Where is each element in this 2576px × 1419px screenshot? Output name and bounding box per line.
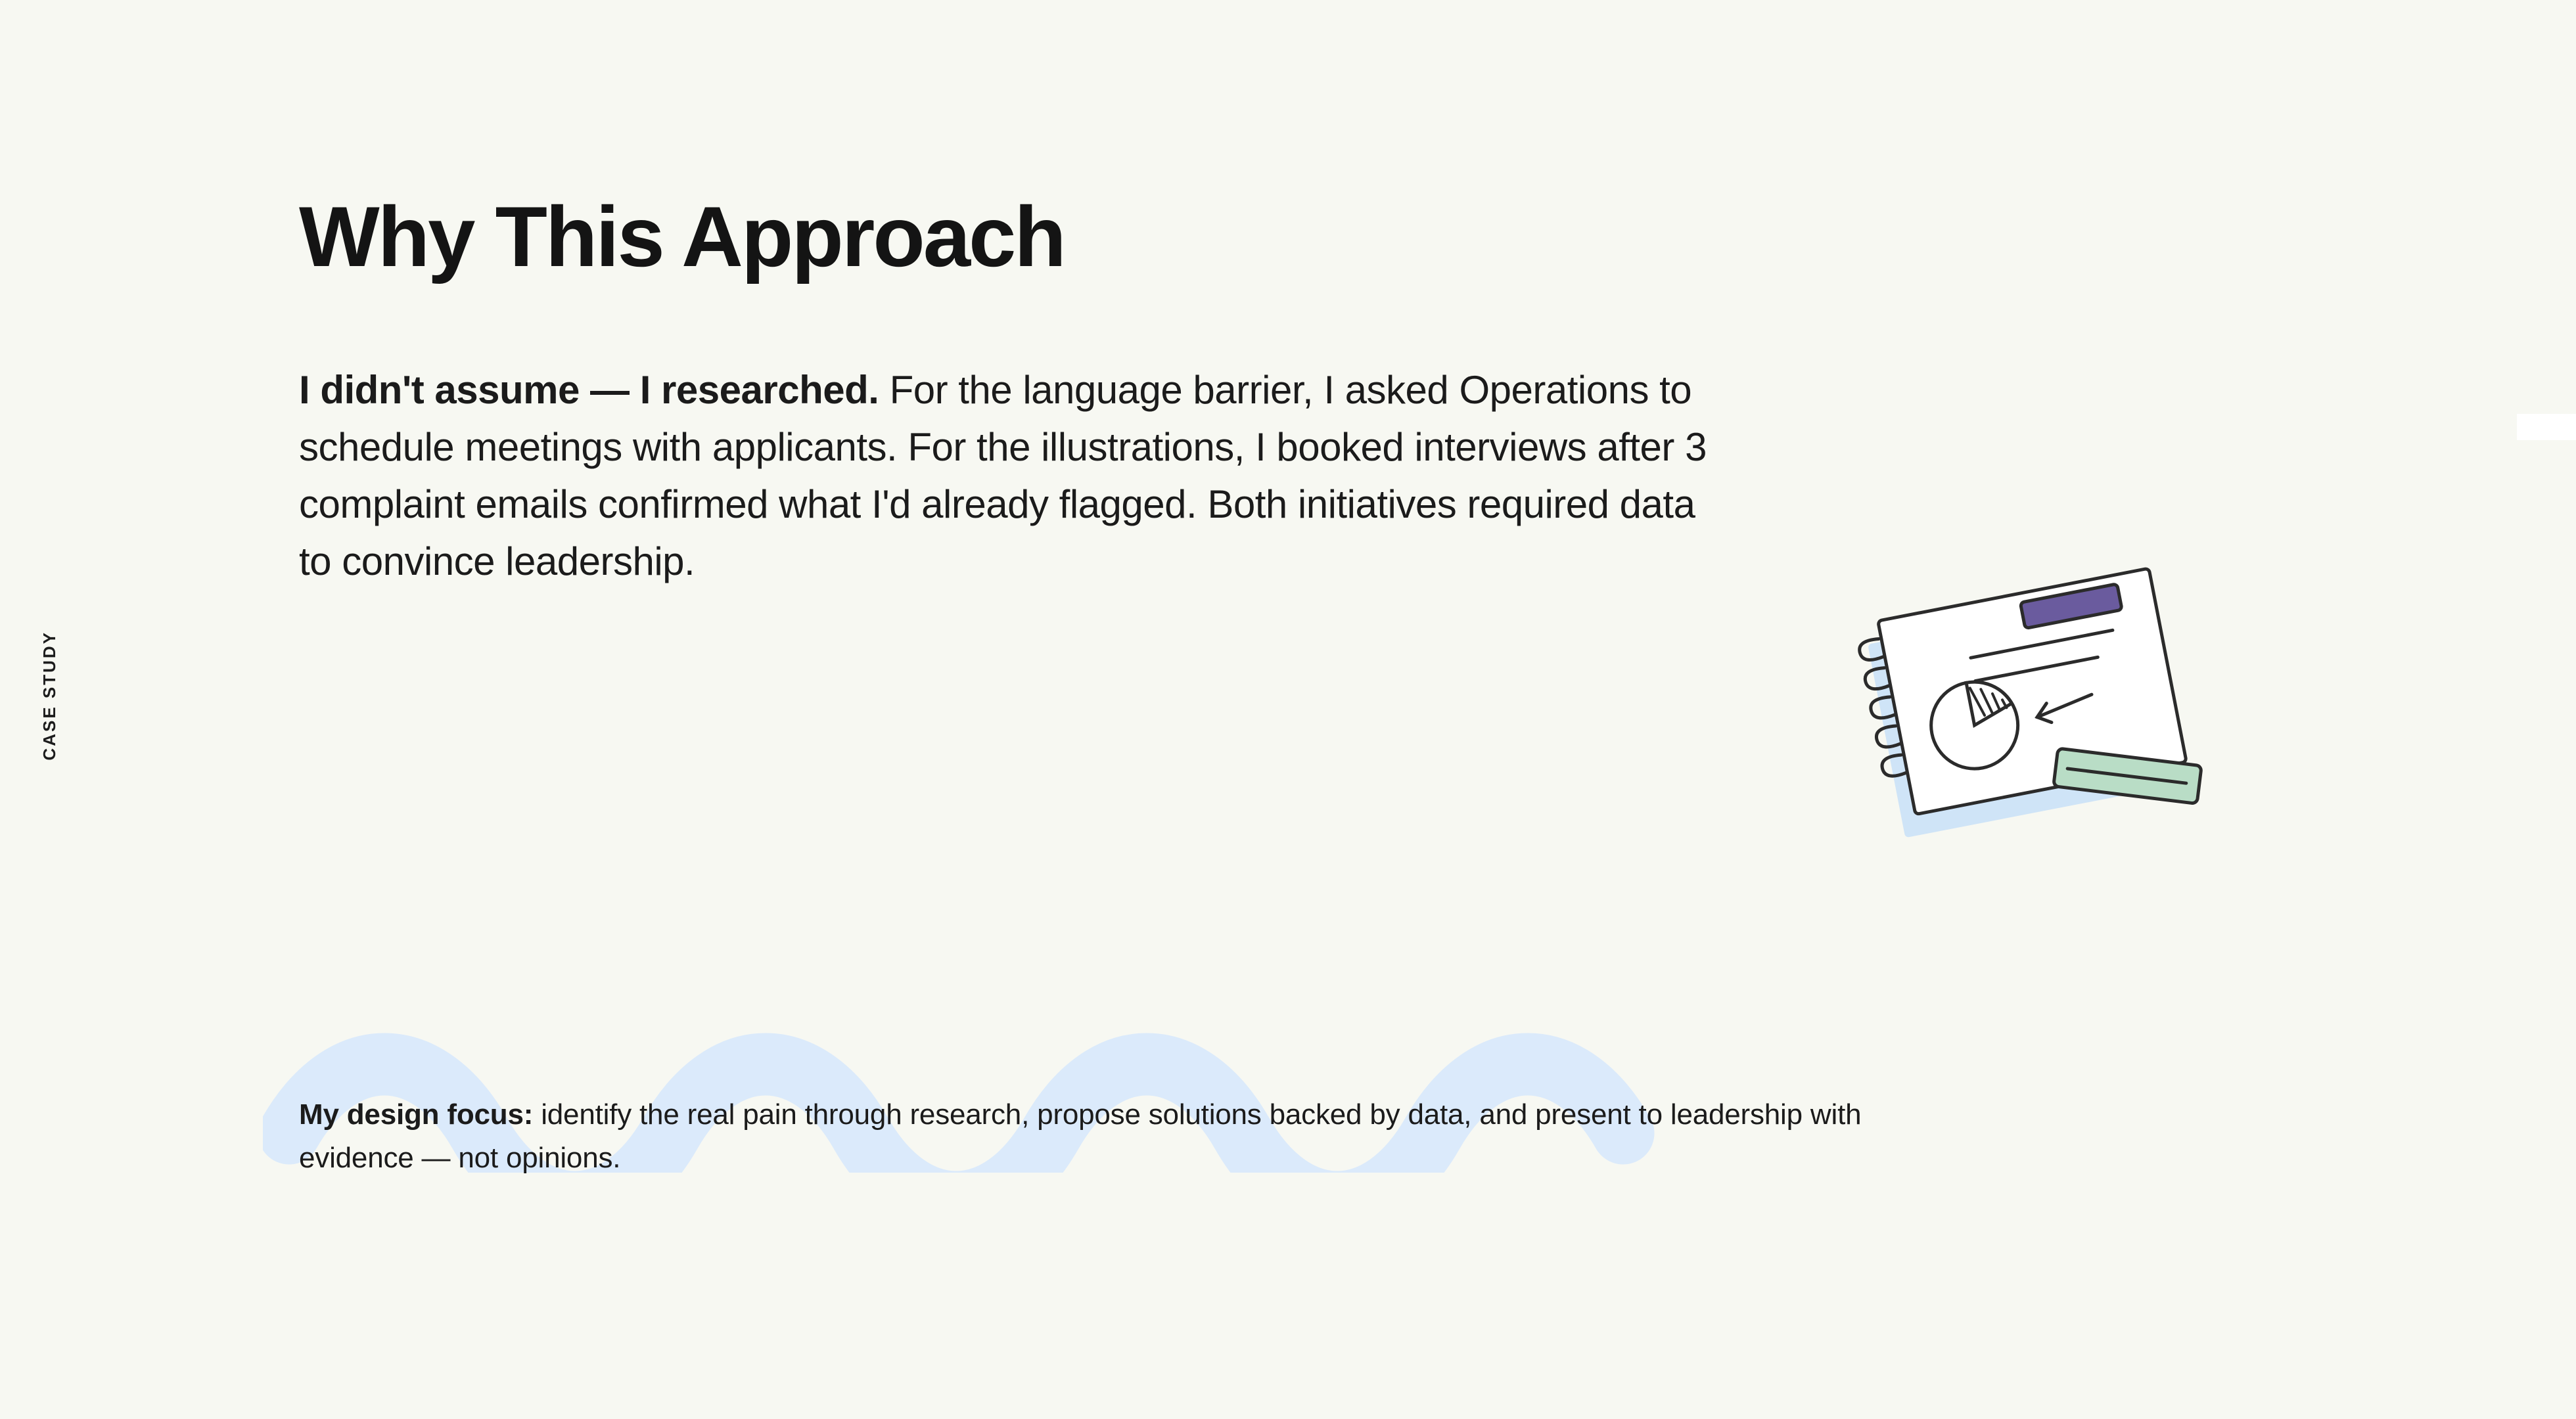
body-paragraph [299,361,1732,590]
body-rest-text: For the language barrier, I asked Operations to schedule meetings with applicants. For the illustrations, I booked interviews after 3 complaint emails confirmed what I'd already flagged. Both initiatives required data to convince leadership. [299,368,1707,583]
body-lead-text: I didn't assume — I researched. [299,368,879,412]
design-focus-note [299,1093,1981,1180]
notepad-chart-illustration [1847,539,2254,907]
focus-rest-text: identify the real pain through research, propose solutions backed by data, and present to leadership with evidence — not opinions. [299,1098,1862,1174]
focus-lead-text: My design focus: [299,1098,534,1131]
page-title: Why This Approach [299,189,1065,285]
case-study-side-label: CASE STUDY [39,631,59,761]
right-edge-strip [2517,414,2576,440]
